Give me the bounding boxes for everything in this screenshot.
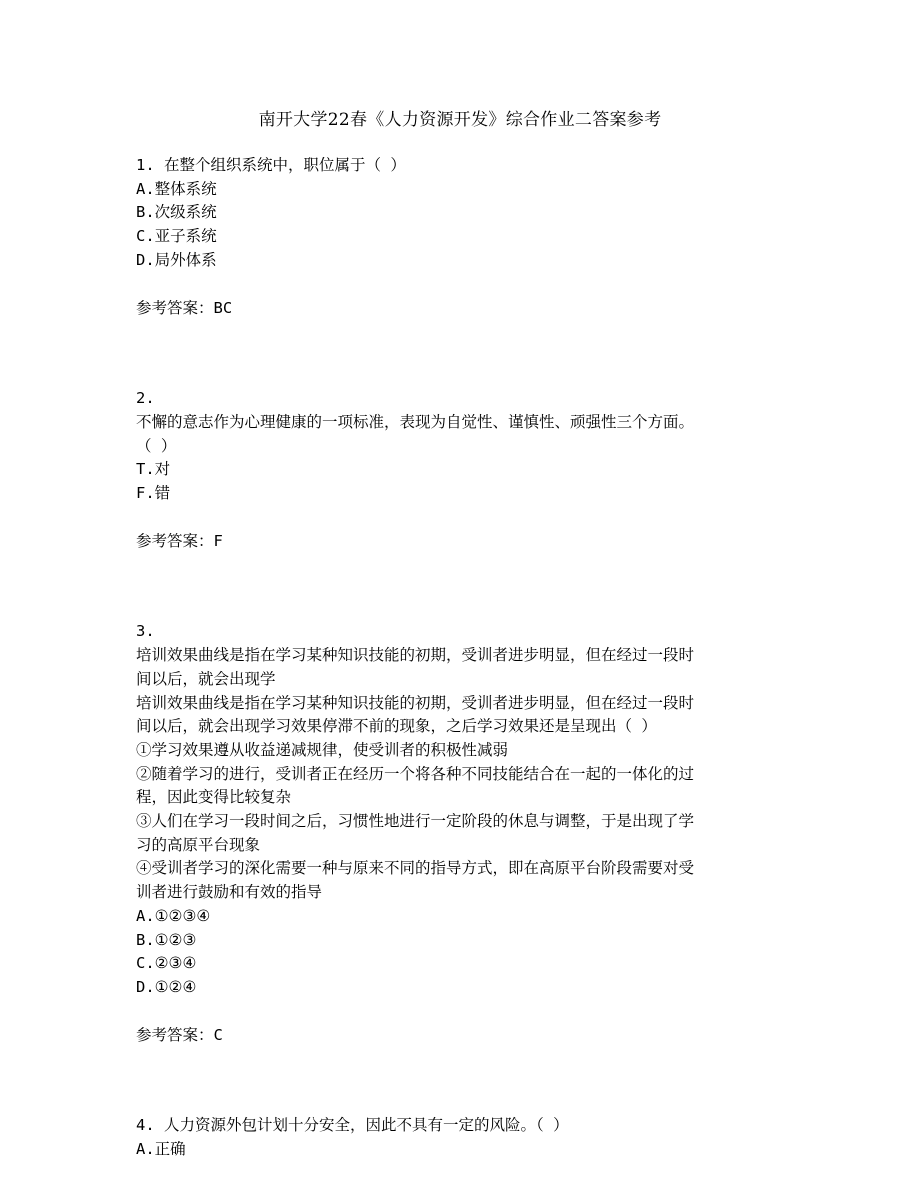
question-number: 2. — [136, 389, 155, 408]
question-3 — [136, 620, 796, 1047]
option-a: A.①②③④ — [136, 906, 211, 925]
question-stem-continued: （ ） — [136, 436, 177, 455]
question-1 — [136, 154, 796, 320]
question-stem: 不懈的意志作为心理健康的一项标准，表现为自觉性、谨慎性、顽强性三个方面。 — [136, 412, 695, 431]
option-f: F.错 — [136, 484, 171, 503]
question-number: 3. — [136, 622, 155, 641]
question-stem: 培训效果曲线是指在学习某种知识技能的初期，受训者进步明显，但在经过一段时 — [136, 646, 695, 665]
option-a: A.整体系统 — [136, 179, 217, 198]
option-b: B.①②③ — [136, 930, 197, 949]
question-stem: 1. 在整个组织系统中，职位属于（ ） — [136, 156, 406, 174]
document-body — [136, 154, 796, 1162]
statement-3-continued: 习的高原平台现象 — [136, 835, 261, 854]
option-a: A.正确 — [136, 1140, 186, 1159]
question-4 — [136, 1114, 796, 1161]
statement-4: ④受训者学习的深化需要一种与原来不同的指导方式，即在高原平台阶段需要对受 — [136, 859, 695, 878]
option-t: T.对 — [136, 460, 171, 479]
question-stem-continued: 间以后，就会出现学习效果停滞不前的现象，之后学习效果还是呈现出（ ） — [136, 717, 657, 736]
option-c: C.②③④ — [136, 954, 197, 973]
answer-key: 参考答案：BC — [136, 298, 233, 317]
option-d: D.局外体系 — [136, 250, 217, 269]
answer-key: 参考答案：C — [136, 1025, 223, 1044]
option-d: D.①②④ — [136, 977, 197, 996]
question-stem: 4. 人力资源外包计划十分安全，因此不具有一定的风险。（ ） — [136, 1116, 569, 1135]
statement-4-continued: 训者进行鼓励和有效的指导 — [136, 883, 323, 902]
statement-2-continued: 程，因此变得比较复杂 — [136, 788, 292, 807]
answer-key: 参考答案：F — [136, 531, 223, 550]
statement-3: ③人们在学习一段时间之后，习惯性地进行一定阶段的休息与调整，于是出现了学 — [136, 812, 695, 831]
question-stem-continued: 间以后，就会出现学 — [136, 669, 276, 688]
question-stem-continued: 培训效果曲线是指在学习某种知识技能的初期，受训者进步明显，但在经过一段时 — [136, 693, 695, 712]
statement-2: ②随着学习的进行，受训者正在经历一个将各种不同技能结合在一起的一体化的过 — [136, 764, 695, 783]
option-c: C.亚子系统 — [136, 227, 217, 246]
question-2 — [136, 387, 796, 553]
statement-1: ①学习效果遵从收益递减规律，使受训者的积极性减弱 — [136, 740, 509, 759]
document-title: 南开大学22春《人力资源开发》综合作业二答案参考 — [258, 110, 662, 130]
option-b: B.次级系统 — [136, 203, 217, 222]
